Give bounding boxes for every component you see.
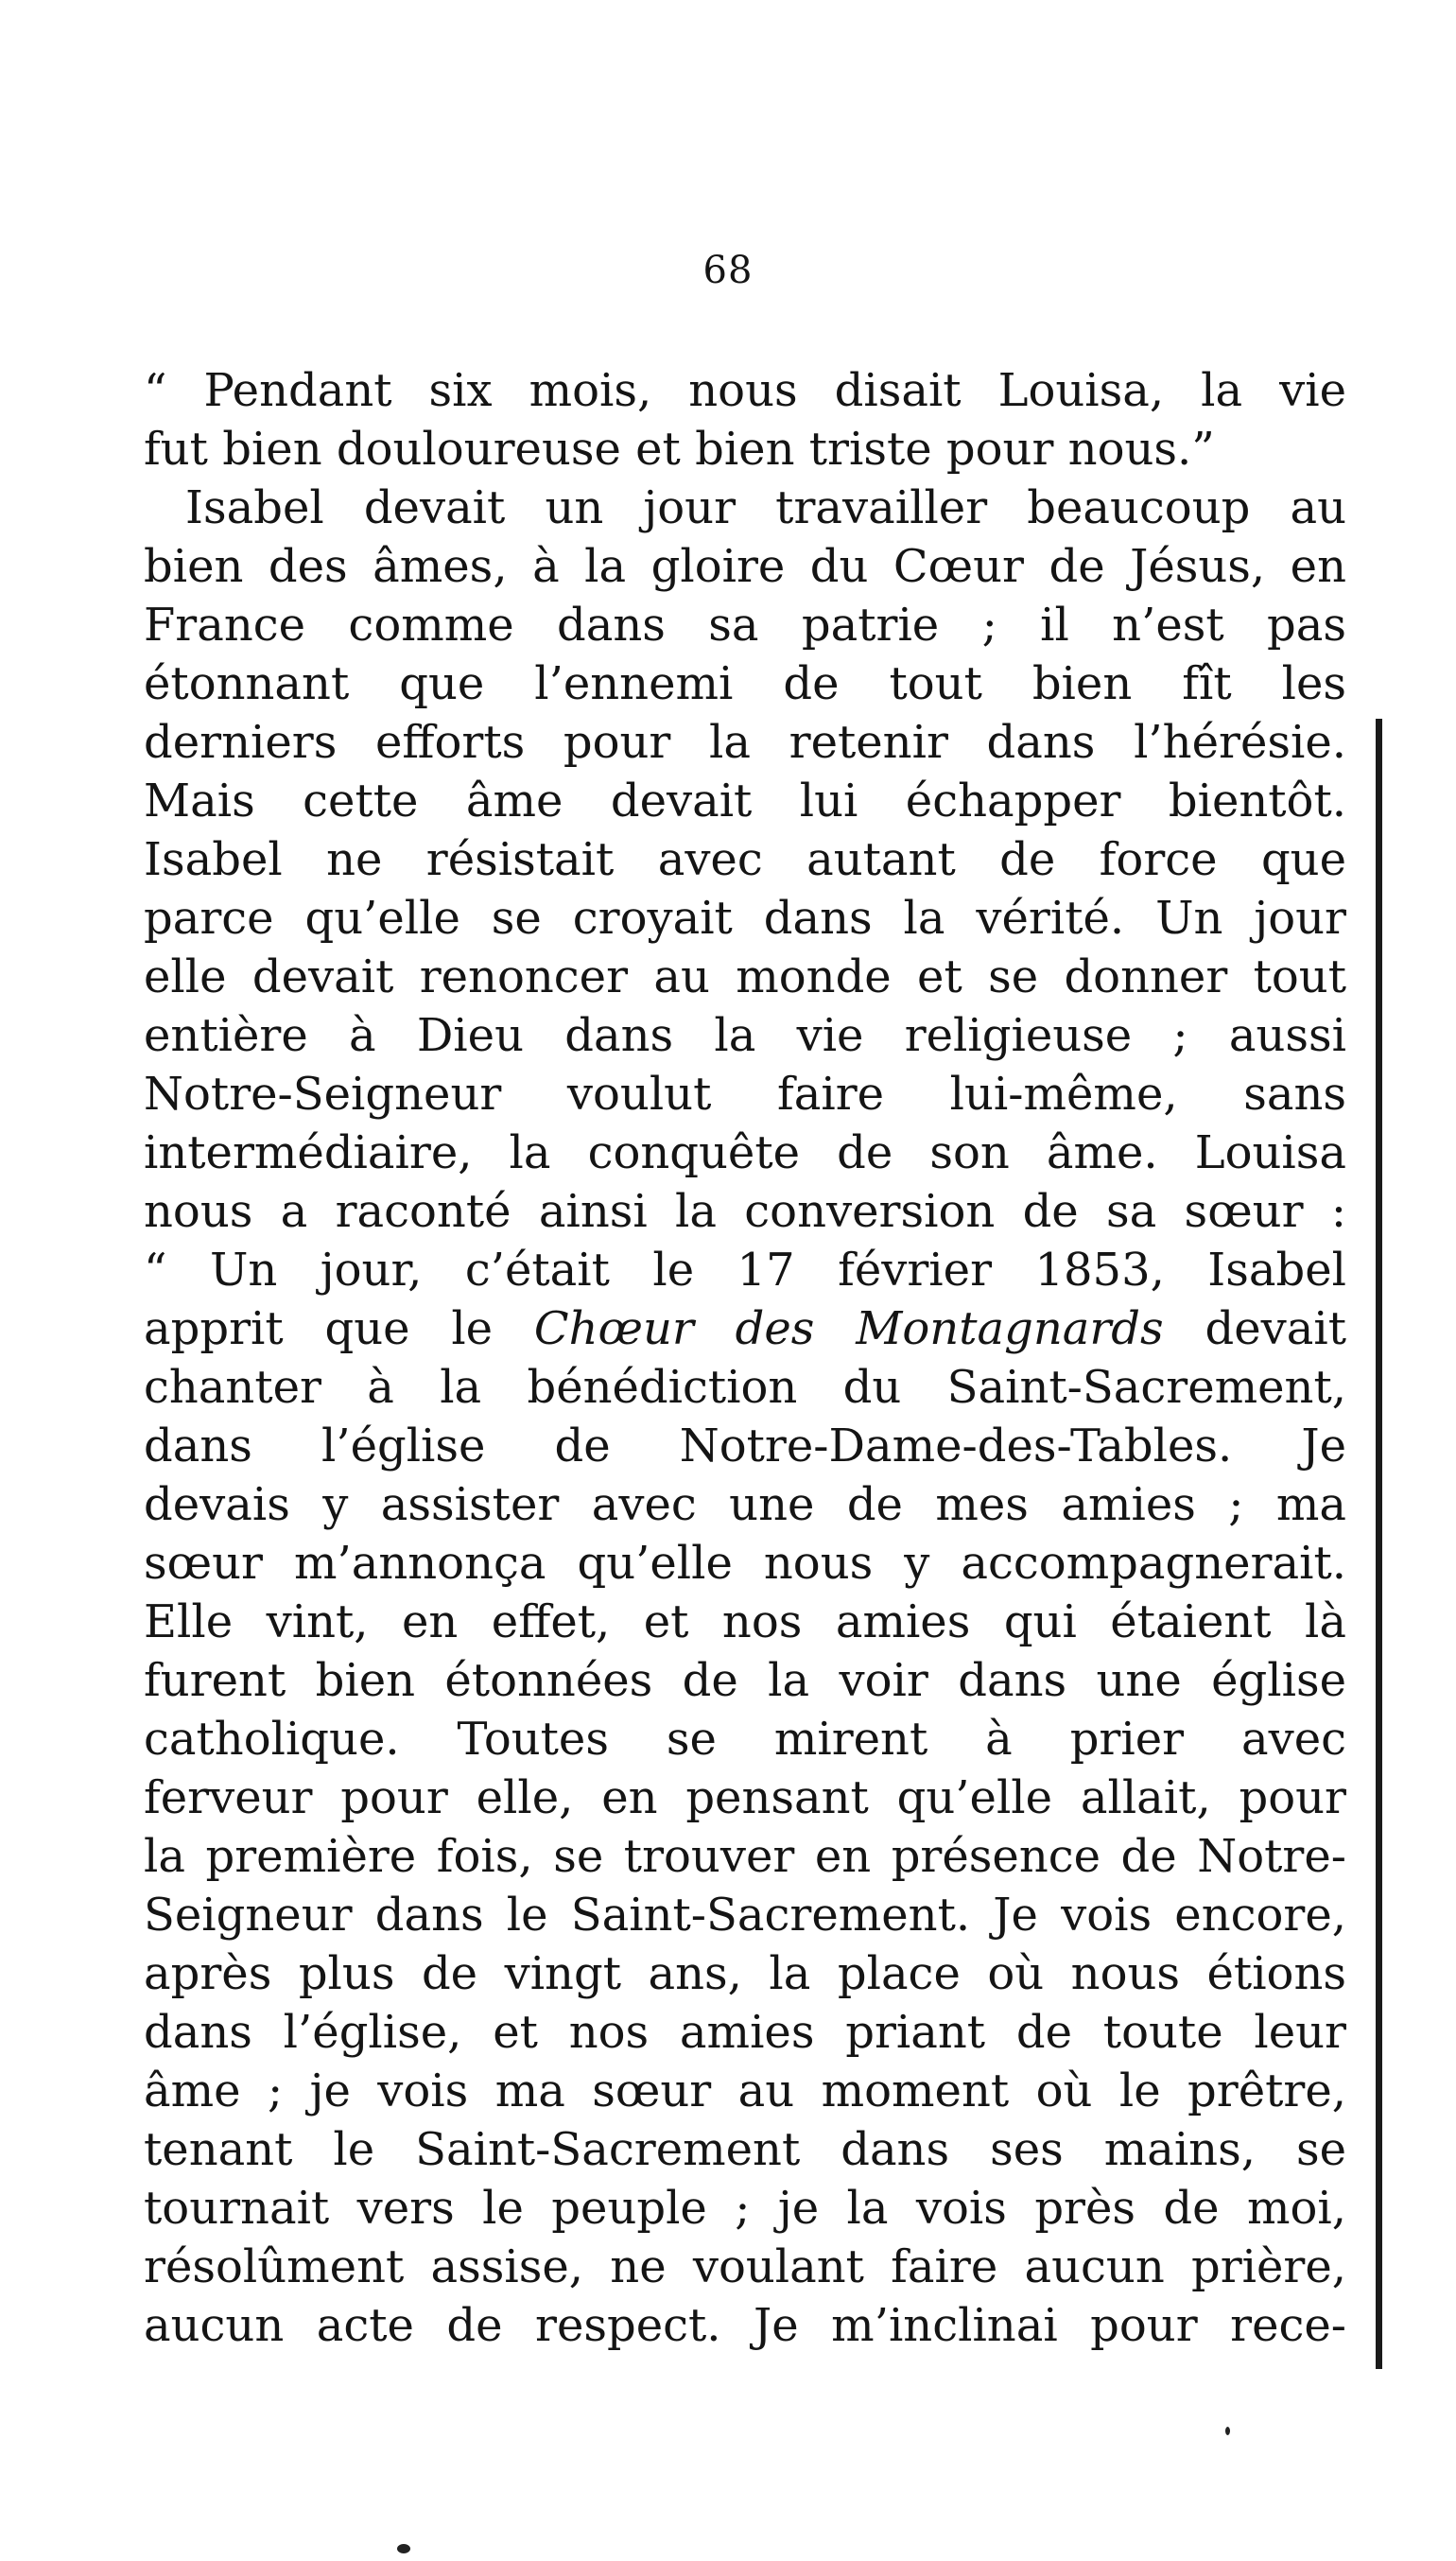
text-line: “ Pendant six mois, nous disait Louisa, la vie [144, 364, 1346, 417]
ink-speck [397, 2544, 410, 2553]
text-line: Notre-Seigneur voulut faire lui-même, sans [144, 1068, 1346, 1121]
text-line: après plus de vingt ans, la place où nous étions [144, 1947, 1346, 2000]
text-line: fut bien douloureuse et bien triste pour nous.” [144, 423, 1215, 476]
text-line: derniers efforts pour la retenir dans l’hérésie. [144, 716, 1346, 769]
text-segment: devait [1205, 1302, 1346, 1355]
text-line: aucun acte de respect. Je m’inclinai pour rece- [144, 2299, 1346, 2352]
text-line: nous a raconté ainsi la conversion de sa sœur : [144, 1185, 1346, 1238]
text-line: Isabel ne résistait avec autant de force que [144, 833, 1346, 886]
text-line: Mais cette âme devait lui échapper bientôt. [144, 775, 1346, 828]
text-line: dans l’église de Notre-Dame-des-Tables. Je [144, 1420, 1346, 1472]
text-line: furent bien étonnées de la voir dans une église [144, 1654, 1346, 1707]
italic-title: Chœur des Montagnards [533, 1302, 1164, 1355]
text-line: intermédiaire, la conquête de son âme. Louisa [144, 1126, 1346, 1179]
text-line: Elle vint, en effet, et nos amies qui étaient là [144, 1595, 1346, 1648]
body-text [144, 361, 1346, 2355]
page-number: 68 [702, 249, 754, 292]
ink-speck [1225, 2427, 1230, 2435]
text-line: parce qu’elle se croyait dans la vérité. Un jour [144, 892, 1346, 945]
text-line: “ Un jour, c’était le 17 février 1853, Isabel [144, 1244, 1346, 1297]
text-line: catholique. Toutes se mirent à prier avec [144, 1713, 1346, 1766]
text-line: sœur m’annonça qu’elle nous y accompagnerait. [144, 1537, 1346, 1590]
text-line: France comme dans sa patrie ; il n’est pas [144, 599, 1346, 652]
text-line: Isabel devait un jour travailler beaucoup au [185, 481, 1346, 534]
text-segment: apprit que le [144, 1302, 494, 1355]
text-line: étonnant que l’ennemi de tout bien fît les [144, 657, 1346, 710]
text-line: la première fois, se trouver en présence de Notre- [144, 1830, 1346, 1883]
margin-rule [1376, 719, 1382, 2369]
text-line: Seigneur dans le Saint-Sacrement. Je vois encore, [144, 1889, 1346, 1942]
text-line: entière à Dieu dans la vie religieuse ; aussi [144, 1009, 1346, 1062]
text-line: elle devait renoncer au monde et se donner tout [144, 950, 1346, 1003]
text-line: dans l’église, et nos amies priant de toute leur [144, 2006, 1346, 2059]
text-line: bien des âmes, à la gloire du Cœur de Jésus, en [144, 540, 1346, 593]
text-line: ferveur pour elle, en pensant qu’elle allait, pour [144, 1771, 1346, 1824]
text-line: tournait vers le peuple ; je la vois près de moi, [144, 2182, 1346, 2235]
text-line: âme ; je vois ma sœur au moment où le prêtre, [144, 2064, 1346, 2117]
text-line: résolûment assise, ne voulant faire aucun prière, [144, 2240, 1346, 2293]
text-line: devais y assister avec une de mes amies ; ma [144, 1478, 1346, 1531]
text-line-with-italic [144, 1299, 1346, 1358]
text-line: tenant le Saint-Sacrement dans ses mains, se [144, 2123, 1346, 2176]
text-line: chanter à la bénédiction du Saint-Sacrement, [144, 1361, 1346, 1414]
